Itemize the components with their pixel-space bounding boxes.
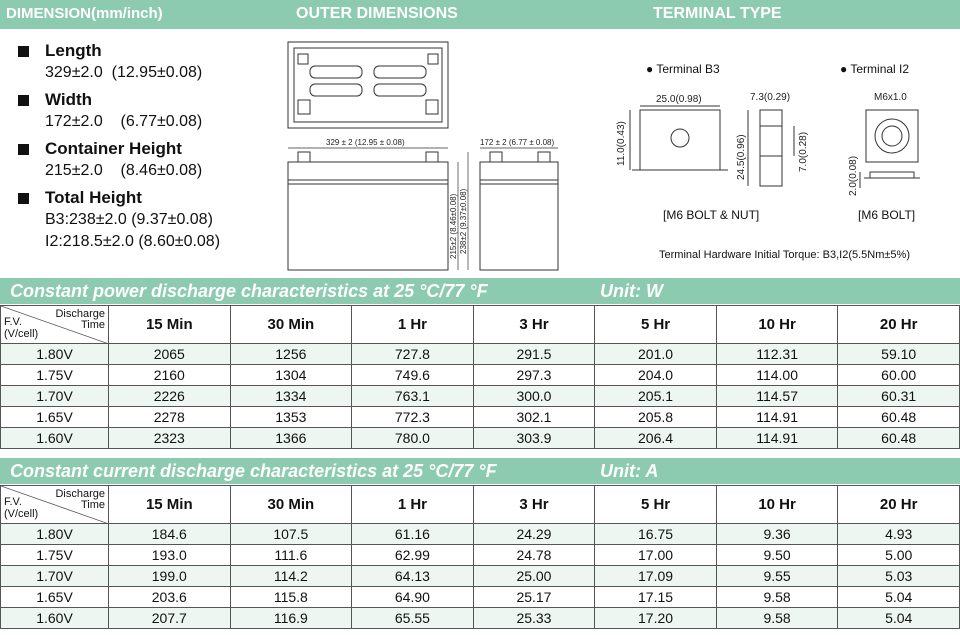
value-cell: 114.2 bbox=[230, 566, 352, 587]
total-height-b3 bbox=[18, 209, 278, 231]
column-header: 15 Min bbox=[109, 306, 231, 344]
width-mm: 172±2.0 bbox=[45, 113, 103, 130]
dimension-header: DIMENSION(mm/inch) bbox=[6, 5, 163, 22]
final-voltage-cell: 1.75V bbox=[1, 545, 109, 566]
container-height-heading bbox=[18, 138, 278, 160]
value-cell: 763.1 bbox=[352, 386, 474, 407]
value-cell: 114.57 bbox=[716, 386, 838, 407]
table-row bbox=[1, 545, 960, 566]
time-label: Time bbox=[80, 499, 105, 511]
table-row bbox=[1, 365, 960, 386]
column-header: 3 Hr bbox=[473, 486, 595, 524]
value-cell: 205.1 bbox=[595, 386, 717, 407]
value-cell: 115.8 bbox=[230, 587, 352, 608]
column-header: 30 Min bbox=[230, 306, 352, 344]
value-cell: 727.8 bbox=[352, 344, 474, 365]
final-voltage-cell: 1.70V bbox=[1, 566, 109, 587]
length-heading bbox=[18, 40, 278, 62]
container-mm: 215±2.0 bbox=[45, 162, 103, 179]
value-cell: 297.3 bbox=[473, 365, 595, 386]
total-height-label: Total Height bbox=[45, 188, 142, 207]
column-header: 20 Hr bbox=[838, 486, 960, 524]
value-cell: 5.00 bbox=[838, 545, 960, 566]
bullet-square-icon bbox=[18, 144, 29, 155]
value-cell: 780.0 bbox=[352, 428, 474, 449]
b3-thickness-label: 7.3(0.29) bbox=[750, 92, 791, 103]
value-cell: 25.00 bbox=[473, 566, 595, 587]
bullet-square-icon bbox=[18, 95, 29, 106]
value-cell: 1353 bbox=[230, 407, 352, 428]
value-cell: 16.75 bbox=[595, 524, 717, 545]
length-in: (12.95±0.08) bbox=[111, 64, 203, 81]
value-cell: 111.6 bbox=[230, 545, 352, 566]
column-header: 1 Hr bbox=[352, 486, 474, 524]
terminal-type-header: TERMINAL TYPE bbox=[653, 5, 782, 22]
value-cell: 2278 bbox=[109, 407, 231, 428]
column-header: 3 Hr bbox=[473, 306, 595, 344]
final-voltage-cell: 1.75V bbox=[1, 365, 109, 386]
width-in: (6.77±0.08) bbox=[120, 113, 203, 130]
terminal-b3-drawing bbox=[608, 86, 818, 206]
terminal-i2-title-text: Terminal I2 bbox=[850, 62, 910, 76]
value-cell: 302.1 bbox=[473, 407, 595, 428]
value-cell: 5.04 bbox=[838, 587, 960, 608]
value-cell: 114.00 bbox=[716, 365, 838, 386]
table-row bbox=[1, 428, 960, 449]
i2-caption: [M6 BOLT] bbox=[858, 208, 916, 222]
container-in: (8.46±0.08) bbox=[120, 162, 203, 179]
value-cell: 60.48 bbox=[838, 407, 960, 428]
value-cell: 64.13 bbox=[352, 566, 474, 587]
battery-side-view bbox=[480, 152, 558, 270]
power-discharge-table bbox=[0, 305, 960, 449]
value-cell: 65.55 bbox=[352, 608, 474, 629]
terminal-i2-title: ● Terminal I2 bbox=[840, 62, 910, 76]
outer-dimensions-drawing bbox=[280, 34, 570, 274]
value-cell: 206.4 bbox=[595, 428, 717, 449]
value-cell: 24.78 bbox=[473, 545, 595, 566]
power-section-header bbox=[0, 278, 960, 304]
value-cell: 203.6 bbox=[109, 587, 231, 608]
value-cell: 1366 bbox=[230, 428, 352, 449]
value-cell: 1304 bbox=[230, 365, 352, 386]
final-voltage-cell: 1.70V bbox=[1, 386, 109, 407]
value-cell: 17.15 bbox=[595, 587, 717, 608]
value-cell: 9.58 bbox=[716, 587, 838, 608]
value-cell: 300.0 bbox=[473, 386, 595, 407]
table-header-row bbox=[1, 306, 960, 344]
value-cell: 184.6 bbox=[109, 524, 231, 545]
value-cell: 749.6 bbox=[352, 365, 474, 386]
value-cell: 61.16 bbox=[352, 524, 474, 545]
value-cell: 17.00 bbox=[595, 545, 717, 566]
battery-top-view bbox=[288, 42, 448, 128]
terminal-b3-title-text: Terminal B3 bbox=[656, 62, 720, 76]
column-header: 10 Hr bbox=[716, 306, 838, 344]
table-row bbox=[1, 524, 960, 545]
column-header: 30 Min bbox=[230, 486, 352, 524]
b3-total-height-label: 24.5(0.96) bbox=[736, 134, 747, 180]
height-dimension-label-2: 238±2 (9.37±0.08) bbox=[459, 188, 468, 254]
final-voltage-cell: 1.80V bbox=[1, 524, 109, 545]
value-cell: 2323 bbox=[109, 428, 231, 449]
value-cell: 2160 bbox=[109, 365, 231, 386]
column-header: 10 Hr bbox=[716, 486, 838, 524]
dimension-list bbox=[18, 40, 278, 253]
current-section-header bbox=[0, 458, 960, 484]
power-section-unit: Unit: W bbox=[600, 281, 663, 301]
current-section-unit: Unit: A bbox=[600, 461, 659, 481]
value-cell: 9.50 bbox=[716, 545, 838, 566]
width-heading bbox=[18, 89, 278, 111]
column-header: 15 Min bbox=[109, 486, 231, 524]
length-dimension-label: 329 ± 2 (12.95 ± 0.08) bbox=[326, 138, 405, 147]
final-voltage-cell: 1.60V bbox=[1, 428, 109, 449]
value-cell: 25.17 bbox=[473, 587, 595, 608]
value-cell: 17.09 bbox=[595, 566, 717, 587]
value-cell: 4.93 bbox=[838, 524, 960, 545]
bullet-square-icon bbox=[18, 193, 29, 204]
table-corner-cell bbox=[1, 486, 109, 524]
value-cell: 17.20 bbox=[595, 608, 717, 629]
total-height-i2 bbox=[18, 231, 278, 253]
value-cell: 60.48 bbox=[838, 428, 960, 449]
i2-height-label: 2.0(0.08) bbox=[848, 155, 859, 196]
value-cell: 5.04 bbox=[838, 608, 960, 629]
value-cell: 2226 bbox=[109, 386, 231, 407]
table-row bbox=[1, 608, 960, 629]
value-cell: 60.31 bbox=[838, 386, 960, 407]
table-row bbox=[1, 344, 960, 365]
value-cell: 112.31 bbox=[716, 344, 838, 365]
current-discharge-table bbox=[0, 485, 960, 629]
value-cell: 193.0 bbox=[109, 545, 231, 566]
value-cell: 1334 bbox=[230, 386, 352, 407]
value-cell: 291.5 bbox=[473, 344, 595, 365]
vcell-label: (V/cell) bbox=[4, 328, 39, 340]
terminal-i2-drawing bbox=[846, 86, 936, 206]
column-header: 5 Hr bbox=[595, 306, 717, 344]
final-voltage-cell: 1.65V bbox=[1, 587, 109, 608]
bullet-square-icon bbox=[18, 46, 29, 57]
value-cell: 25.33 bbox=[473, 608, 595, 629]
power-section-title: Constant power discharge characteristics at 25 °C/77 °F bbox=[10, 281, 488, 301]
value-cell: 114.91 bbox=[716, 428, 838, 449]
value-cell: 201.0 bbox=[595, 344, 717, 365]
total-i2-mm: I2:218.5±2.0 bbox=[45, 233, 134, 250]
width-dimension-label: 172 ± 2 (6.77 ± 0.08) bbox=[480, 138, 555, 147]
length-label: Length bbox=[45, 41, 102, 60]
width-value bbox=[18, 111, 278, 133]
value-cell: 1256 bbox=[230, 344, 352, 365]
value-cell: 204.0 bbox=[595, 365, 717, 386]
final-voltage-cell: 1.80V bbox=[1, 344, 109, 365]
value-cell: 60.00 bbox=[838, 365, 960, 386]
value-cell: 772.3 bbox=[352, 407, 474, 428]
value-cell: 205.8 bbox=[595, 407, 717, 428]
value-cell: 114.91 bbox=[716, 407, 838, 428]
torque-note: Terminal Hardware Initial Torque: B3,I2(5.5Nm±5%) bbox=[659, 249, 910, 261]
column-header: 20 Hr bbox=[838, 306, 960, 344]
vcell-label: (V/cell) bbox=[4, 508, 39, 520]
total-b3-mm: B3:238±2.0 bbox=[45, 211, 127, 228]
discharge-label: Discharge bbox=[55, 308, 105, 320]
value-cell: 9.36 bbox=[716, 524, 838, 545]
b3-height-label: 11.0(0.43) bbox=[616, 121, 627, 166]
final-voltage-cell: 1.60V bbox=[1, 608, 109, 629]
time-label: Time bbox=[80, 319, 105, 331]
total-i2-in: (8.60±0.08) bbox=[138, 233, 221, 250]
container-height-value bbox=[18, 160, 278, 182]
value-cell: 62.99 bbox=[352, 545, 474, 566]
total-height-heading bbox=[18, 187, 278, 209]
table-corner-cell bbox=[1, 306, 109, 344]
value-cell: 303.9 bbox=[473, 428, 595, 449]
current-section-title: Constant current discharge characteristics at 25 °C/77 °F bbox=[10, 461, 497, 481]
table-header-row bbox=[1, 486, 960, 524]
b3-width-label: 25.0(0.98) bbox=[656, 94, 702, 105]
b3-hole-height-label: 7.0(0.28) bbox=[798, 131, 809, 172]
value-cell: 199.0 bbox=[109, 566, 231, 587]
i2-bolt-label: M6x1.0 bbox=[874, 92, 907, 103]
table-row bbox=[1, 587, 960, 608]
value-cell: 5.03 bbox=[838, 566, 960, 587]
fv-label: F.V. bbox=[4, 316, 22, 328]
value-cell: 2065 bbox=[109, 344, 231, 365]
terminal-b3-title: ● Terminal B3 bbox=[646, 62, 720, 76]
value-cell: 207.7 bbox=[109, 608, 231, 629]
fv-label: F.V. bbox=[4, 496, 22, 508]
table-row bbox=[1, 386, 960, 407]
value-cell: 107.5 bbox=[230, 524, 352, 545]
outer-dimensions-header: OUTER DIMENSIONS bbox=[296, 5, 458, 22]
value-cell: 64.90 bbox=[352, 587, 474, 608]
table-row bbox=[1, 566, 960, 587]
discharge-label: Discharge bbox=[55, 488, 105, 500]
b3-caption: [M6 BOLT & NUT] bbox=[663, 208, 760, 222]
column-header: 5 Hr bbox=[595, 486, 717, 524]
table-row bbox=[1, 407, 960, 428]
final-voltage-cell: 1.65V bbox=[1, 407, 109, 428]
total-b3-in: (9.37±0.08) bbox=[131, 211, 213, 228]
column-header: 1 Hr bbox=[352, 306, 474, 344]
value-cell: 9.55 bbox=[716, 566, 838, 587]
length-mm: 329±2.0 bbox=[45, 64, 103, 81]
width-label: Width bbox=[45, 90, 93, 109]
value-cell: 9.58 bbox=[716, 608, 838, 629]
length-value bbox=[18, 62, 278, 84]
value-cell: 116.9 bbox=[230, 608, 352, 629]
battery-front-view bbox=[288, 152, 448, 270]
height-dimension-label-1: 215±2 (8.46±0.08) bbox=[449, 193, 458, 259]
container-height-label: Container Height bbox=[45, 139, 182, 158]
value-cell: 24.29 bbox=[473, 524, 595, 545]
value-cell: 59.10 bbox=[838, 344, 960, 365]
